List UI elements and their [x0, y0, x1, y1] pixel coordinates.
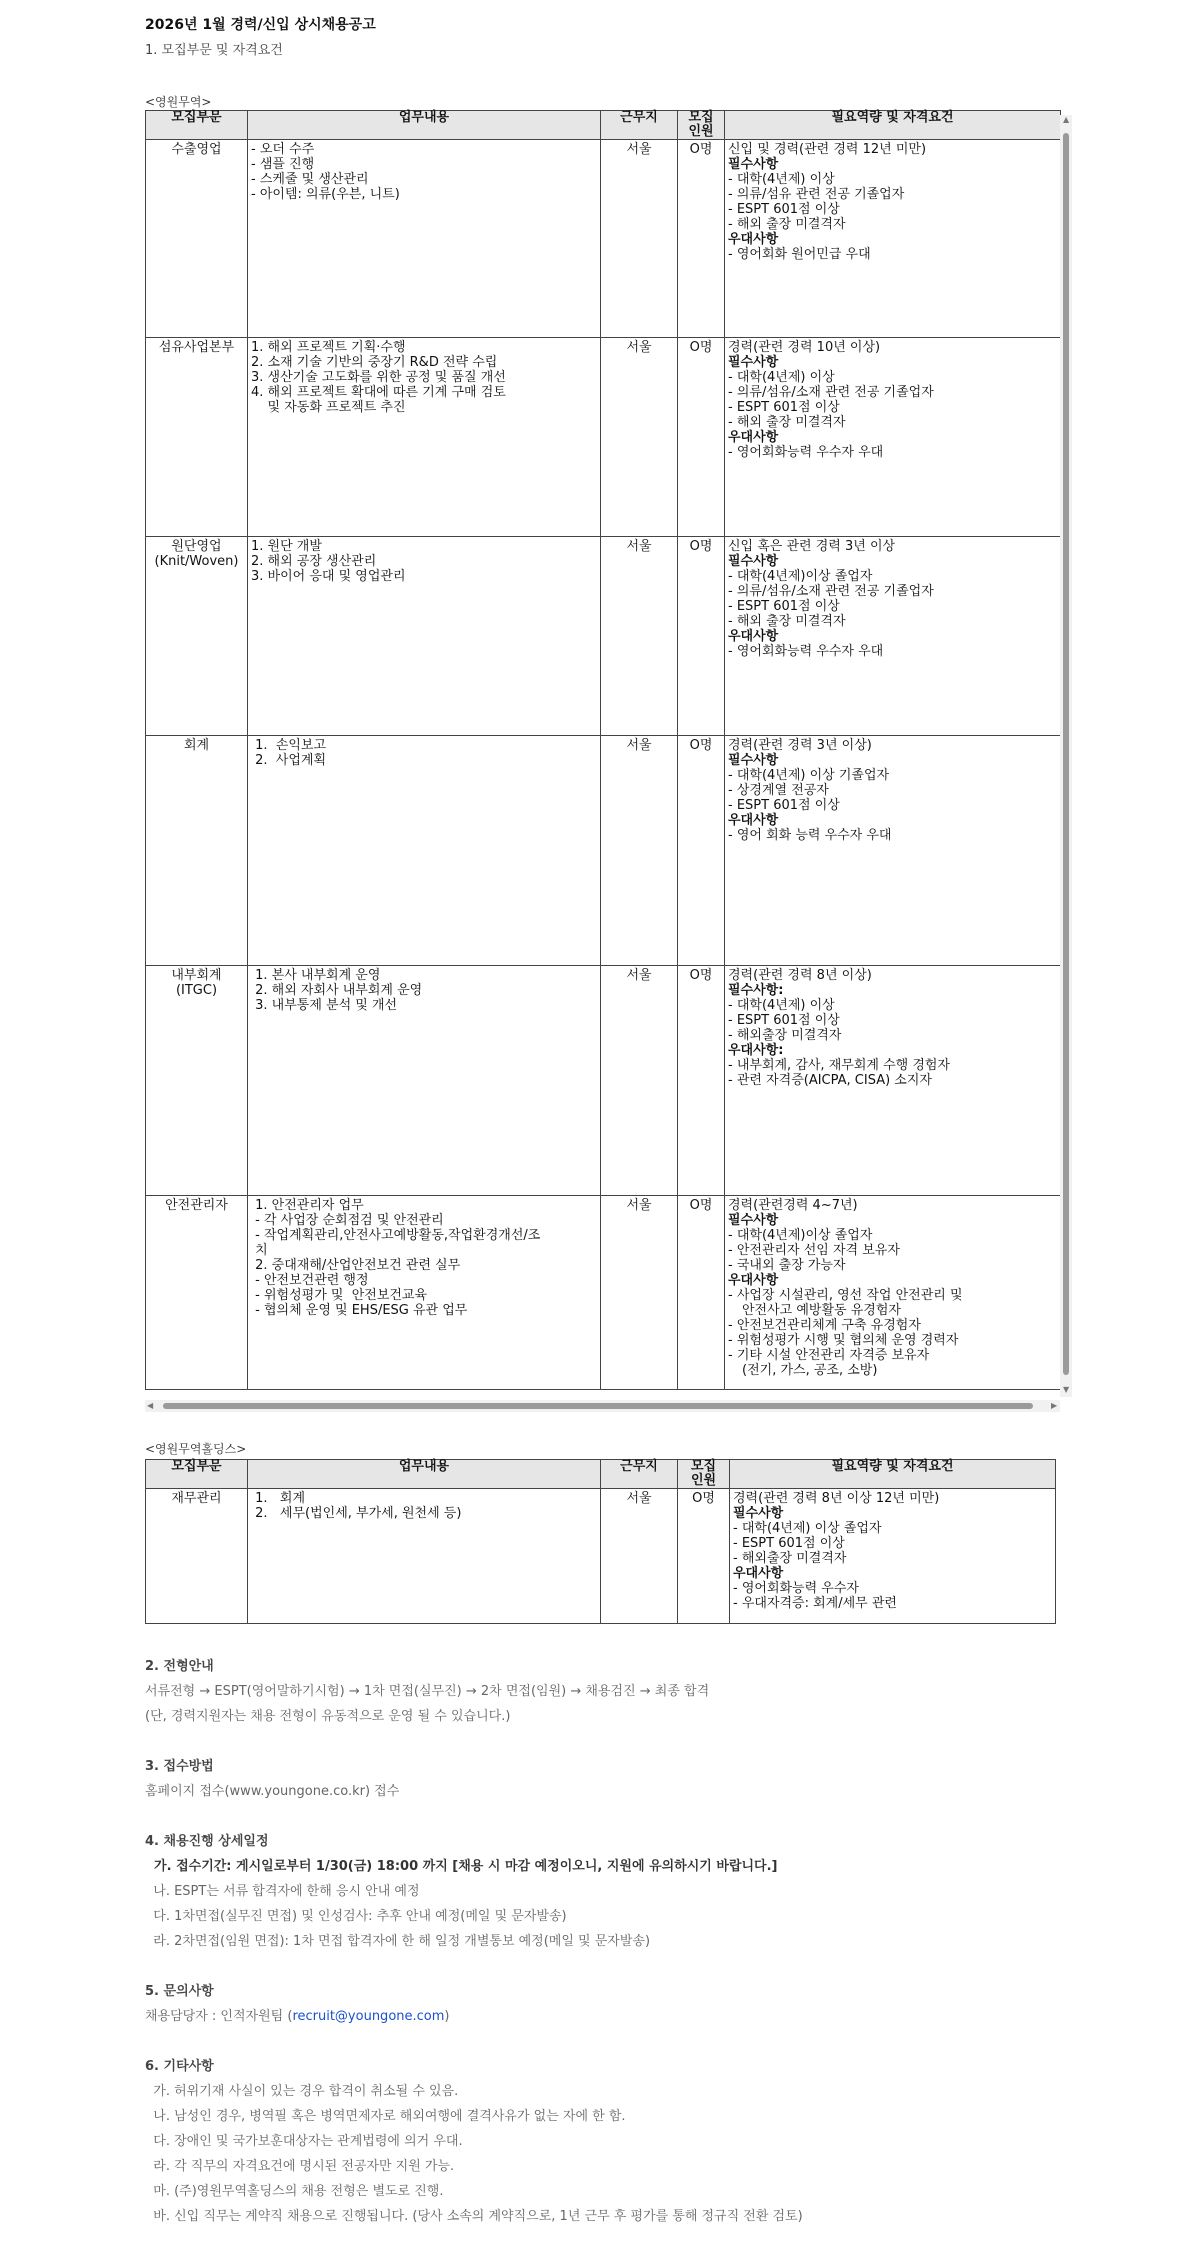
requirement-line: - ESPT 601점 이상 [728, 400, 840, 415]
vertical-scroll-thumb[interactable] [1063, 133, 1069, 1375]
dept-cell: 안전관리자 [146, 1196, 248, 1390]
requirement-line: - 대학(4년제)이상 졸업자 [728, 1228, 873, 1243]
table2-label: <영원무역홀딩스> [145, 1442, 247, 1456]
column-header: 업무내용 [248, 111, 601, 140]
duty-line: - 작업계획관리,안전사고예방활동,작업환경개선/조 [251, 1228, 541, 1243]
duties-cell [248, 140, 601, 338]
table1-horizontal-scrollbar[interactable] [145, 1400, 1060, 1412]
section-6-line: 나. 남성인 경우, 병역필 혹은 병역면제자로 해외여행에 결격사유가 없는 자에 한 함. [145, 2109, 626, 2124]
requirement-line: 우대사항: [728, 1043, 784, 1058]
section-6-line: 바. 신입 직무는 계약직 채용으로 진행됩니다. (당사 소속의 계약직으로, 1년 근무 후 평가를 통해 정규직 전환 검토) [145, 2209, 803, 2224]
requirement-line: 신입 및 경력(관련 경력 12년 미만) [728, 142, 927, 157]
dept-cell: 회계 [146, 736, 248, 966]
section-6-line: 가. 허위기재 사실이 있는 경우 합격이 취소될 수 있음. [145, 2084, 459, 2099]
scroll-up-arrow-icon[interactable]: ▲ [1063, 115, 1070, 124]
section-4-line: 다. 1차면접(실무진 면접) 및 인성검사: 추후 안내 예정(메일 및 문자발송) [145, 1909, 567, 1924]
duty-line: 치 [251, 1243, 268, 1258]
dept-cell: 원단영업 (Knit/Woven) [146, 537, 248, 736]
table-row [146, 537, 1061, 736]
section-6-line: 마. (주)영원무역홀딩스의 채용 전형은 별도로 진행. [145, 2184, 444, 2199]
requirements-cell [725, 537, 1061, 736]
table-row [146, 1196, 1061, 1390]
duty-line: 1. 안전관리자 업무 [251, 1198, 364, 1213]
requirements-cell [725, 140, 1061, 338]
table2-container [145, 1459, 1056, 1624]
page-title: 2026년 1월 경력/신입 상시채용공고 [145, 17, 376, 33]
duty-line: 2. 해외 공장 생산관리 [251, 554, 377, 569]
requirement-line: 필수사항 [733, 1506, 784, 1521]
requirement-line: - 기타 시설 안전관리 자격증 보유자 [728, 1348, 930, 1363]
scroll-left-arrow-icon[interactable]: ◀ [147, 1401, 154, 1410]
duty-line: 3. 내부통제 분석 및 개선 [251, 998, 398, 1013]
column-header: 업무내용 [248, 1460, 601, 1489]
requirement-line: - 대학(4년제) 이상 기졸업자 [728, 768, 890, 783]
location-cell: 서울 [601, 1489, 678, 1624]
requirement-line: - 대학(4년제) 이상 [728, 172, 835, 187]
dept-cell: 섬유사업본부 [146, 338, 248, 537]
table-row [146, 736, 1061, 966]
requirement-line: - 대학(4년제) 이상 [728, 998, 835, 1013]
count-cell: O명 [678, 736, 725, 966]
requirement-line: - 해외출장 미결격자 [728, 1028, 842, 1043]
table1-label: <영원무역> [145, 95, 212, 109]
duty-line: 1. 회계 [251, 1491, 306, 1506]
requirement-line: 필수사항 [728, 157, 779, 172]
youngone-job-table [145, 110, 1061, 1390]
holdings-job-table [145, 1459, 1056, 1624]
requirement-line: 우대사항 [728, 629, 779, 644]
requirement-line: - 대학(4년제) 이상 [728, 370, 835, 385]
requirement-line: - 영어회화능력 우수자 [733, 1581, 859, 1596]
requirement-line: - 위험성평가 시행 및 협의체 운영 경력자 [728, 1333, 959, 1348]
duty-line: - 샘플 진행 [251, 157, 315, 172]
column-header: 근무지 [601, 111, 678, 140]
count-cell: O명 [678, 140, 725, 338]
dept-cell: 내부회계 (ITGC) [146, 966, 248, 1196]
requirements-cell [725, 966, 1061, 1196]
section-3-line: 홈페이지 접수(www.youngone.co.kr) 접수 [145, 1784, 400, 1799]
duty-line: - 오더 수주 [251, 142, 315, 157]
duty-line: 2. 해외 자회사 내부회계 운영 [251, 983, 423, 998]
requirement-line: - 상경계열 전공자 [728, 783, 829, 798]
duty-line: 1. 손익보고 [251, 738, 327, 753]
requirement-line: 경력(관련 경력 3년 이상) [728, 738, 872, 753]
requirement-line: - 의류/섬유/소재 관련 전공 기졸업자 [728, 385, 934, 400]
duties-cell [248, 736, 601, 966]
section-4-line: 라. 2차면접(임원 면접): 1차 면접 합격자에 한 해 일정 개별통보 예정(메일 및 문자발송) [145, 1934, 651, 1949]
requirement-line: - ESPT 601점 이상 [733, 1536, 845, 1551]
duty-line: - 각 사업장 순회점검 및 안전관리 [251, 1213, 444, 1228]
section-2-line: (단, 경력지원자는 채용 전형이 유동적으로 운영 될 수 있습니다.) [145, 1709, 511, 1724]
count-cell: O명 [678, 537, 725, 736]
requirement-line: - 영어회화 원어민급 우대 [728, 247, 871, 262]
requirement-line: - 의류/섬유/소재 관련 전공 기졸업자 [728, 584, 934, 599]
scroll-right-arrow-icon[interactable]: ▶ [1051, 1401, 1058, 1410]
column-header: 모집부문 [146, 1460, 248, 1489]
location-cell: 서울 [601, 736, 678, 966]
column-header: 모집부문 [146, 111, 248, 140]
section-3-title: 3. 접수방법 [145, 1759, 214, 1774]
count-cell: O명 [678, 1489, 730, 1624]
column-header: 근무지 [601, 1460, 678, 1489]
section-2-title: 2. 전형안내 [145, 1659, 214, 1674]
contact-suffix: ) [444, 2009, 450, 2024]
duties-cell [248, 537, 601, 736]
section-6-line: 다. 장애인 및 국가보훈대상자는 관계법령에 의거 우대. [145, 2134, 463, 2149]
requirement-line: 신입 혹은 관련 경력 3년 이상 [728, 539, 896, 554]
column-header: 모집 인원 [678, 1460, 730, 1489]
requirement-line: - 내부회계, 감사, 재무회계 수행 경험자 [728, 1058, 950, 1073]
duty-line: 2. 사업계획 [251, 753, 327, 768]
dept-cell: 수출영업 [146, 140, 248, 338]
requirement-line: - ESPT 601점 이상 [728, 798, 840, 813]
requirement-line: - 해외출장 미결격자 [733, 1551, 847, 1566]
requirement-line: - 안전관리자 선임 자격 보유자 [728, 1243, 900, 1258]
requirement-line: 우대사항 [728, 813, 779, 828]
location-cell: 서울 [601, 537, 678, 736]
location-cell: 서울 [601, 966, 678, 1196]
requirement-line: - 우대자격증: 회계/세무 관련 [733, 1596, 897, 1611]
column-header: 필요역량 및 자격요건 [725, 111, 1061, 140]
requirement-line: 경력(관련 경력 10년 이상) [728, 340, 881, 355]
section-4-line: 가. 접수기간: 게시일로부터 1/30(금) 18:00 까지 [채용 시 마감 예정이오니, 지원에 유의하시기 바랍니다.] [145, 1859, 778, 1874]
requirements-cell [725, 1196, 1061, 1390]
duty-line: 2. 세무(법인세, 부가세, 원천세 등) [251, 1506, 462, 1521]
duty-line: 4. 해외 프로젝트 확대에 따른 기계 구매 검토 [251, 385, 506, 400]
requirement-line: - 대학(4년제)이상 졸업자 [728, 569, 873, 584]
duty-line: - 위험성평가 및 안전보건교육 [251, 1288, 428, 1303]
section-4-line: 나. ESPT는 서류 합격자에 한해 응시 안내 예정 [145, 1884, 420, 1899]
requirement-line: - ESPT 601점 이상 [728, 599, 840, 614]
contact-line [145, 2009, 449, 2025]
location-cell: 서울 [601, 140, 678, 338]
table1-vertical-scrollbar[interactable] [1060, 115, 1072, 1397]
horizontal-scroll-thumb[interactable] [163, 1403, 1033, 1409]
duty-line: 및 자동화 프로젝트 추진 [251, 400, 406, 415]
section-5 [145, 1984, 449, 2034]
table-row [146, 140, 1061, 338]
requirement-line: 필수사항 [728, 355, 779, 370]
requirement-line: - 해외 출장 미결격자 [728, 415, 846, 430]
duty-line: - 협의체 운영 및 EHS/ESG 유관 업무 [251, 1303, 468, 1318]
duty-line: 3. 생산기술 고도화를 위한 공정 및 품질 개선 [251, 370, 506, 385]
duty-line: 1. 해외 프로젝트 기획·수행 [251, 340, 406, 355]
duties-cell [248, 1196, 601, 1390]
requirement-line: 우대사항 [728, 430, 779, 445]
section-6-line: 라. 각 직무의 자격요건에 명시된 전공자만 지원 가능. [145, 2159, 455, 2174]
section-4-title: 4. 채용진행 상세일정 [145, 1834, 269, 1849]
requirement-line: 필수사항 [728, 554, 779, 569]
requirement-line: - 해외 출장 미결격자 [728, 217, 846, 232]
requirement-line: - 관련 자격증(AICPA, CISA) 소지자 [728, 1073, 932, 1088]
requirement-line: (전기, 가스, 공조, 소방) [742, 1363, 878, 1378]
column-header: 필요역량 및 자격요건 [730, 1460, 1056, 1489]
dept-cell: 재무관리 [146, 1489, 248, 1624]
requirement-line: - 영어회화능력 우수자 우대 [728, 445, 884, 460]
requirement-line: - 국내외 출장 가능자 [728, 1258, 846, 1273]
duty-line: - 안전보건관련 행정 [251, 1273, 369, 1288]
column-header: 모집 인원 [678, 111, 725, 140]
section-5-title: 5. 문의사항 [145, 1984, 214, 1999]
requirement-line: - 의류/섬유 관련 전공 기졸업자 [728, 187, 905, 202]
count-cell: O명 [678, 338, 725, 537]
table-row [146, 966, 1061, 1196]
contact-email-link[interactable]: recruit@youngone.com [292, 2009, 445, 2024]
duties-cell [248, 966, 601, 1196]
table-row [146, 338, 1061, 537]
duties-cell [248, 338, 601, 537]
count-cell: O명 [678, 1196, 725, 1390]
requirements-cell [725, 736, 1061, 966]
requirement-line: - 안전보건관리체계 구축 유경험자 [728, 1318, 921, 1333]
table-row [146, 1489, 1056, 1624]
requirement-line: 경력(관련 경력 8년 이상 12년 미만) [733, 1491, 940, 1506]
section-2 [145, 1659, 709, 1734]
section-6 [145, 2059, 803, 2234]
section-2-line: 서류전형 → ESPT(영어말하기시험) → 1차 면접(실무진) → 2차 면접(임원) → 채용검진 → 최종 합격 [145, 1684, 710, 1699]
duty-line: - 아이템: 의류(우븐, 니트) [251, 187, 400, 202]
requirement-line: - ESPT 601점 이상 [728, 202, 840, 217]
requirement-line: 경력(관련경력 4~7년) [728, 1198, 858, 1213]
scroll-down-arrow-icon[interactable]: ▼ [1063, 1385, 1070, 1394]
requirement-line: 안전사고 예방활동 유경험자 [742, 1303, 901, 1318]
requirement-line: 필수사항 [728, 753, 779, 768]
requirement-line: - 해외 출장 미결격자 [728, 614, 846, 629]
requirement-line: - 영어회화능력 우수자 우대 [728, 644, 884, 659]
duty-line: 2. 소재 기술 기반의 중장기 R&D 전략 수립 [251, 355, 498, 370]
requirement-line: 경력(관련 경력 8년 이상) [728, 968, 872, 983]
section-1-title: 1. 모집부문 및 자격요건 [145, 43, 283, 58]
location-cell: 서울 [601, 1196, 678, 1390]
section-6-title: 6. 기타사항 [145, 2059, 214, 2074]
requirements-cell [730, 1489, 1056, 1624]
requirement-line: - ESPT 601점 이상 [728, 1013, 840, 1028]
duty-line: - 스케줄 및 생산관리 [251, 172, 369, 187]
requirement-line: - 사업장 시설관리, 영선 작업 안전관리 및 [728, 1288, 963, 1303]
requirement-line: 우대사항 [728, 1273, 779, 1288]
requirement-line: 필수사항 [728, 1213, 779, 1228]
section-3 [145, 1759, 399, 1809]
duty-line: 1. 본사 내부회계 운영 [251, 968, 381, 983]
requirement-line: - 영어 회화 능력 우수자 우대 [728, 828, 892, 843]
requirements-cell [725, 338, 1061, 537]
duty-line: 1. 원단 개발 [251, 539, 322, 554]
table1-container [145, 110, 1061, 1390]
requirement-line: 우대사항 [733, 1566, 784, 1581]
duty-line: 2. 중대재해/산업안전보건 관련 실무 [251, 1258, 461, 1273]
count-cell: O명 [678, 966, 725, 1196]
requirement-line: 필수사항: [728, 983, 784, 998]
requirement-line: - 대학(4년제) 이상 졸업자 [733, 1521, 882, 1536]
requirement-line: 우대사항 [728, 232, 779, 247]
duties-cell [248, 1489, 601, 1624]
contact-prefix: 채용담당자 : 인적자원팀 ( [145, 2009, 293, 2024]
location-cell: 서울 [601, 338, 678, 537]
duty-line: 3. 바이어 응대 및 영업관리 [251, 569, 406, 584]
section-4 [145, 1834, 778, 1959]
